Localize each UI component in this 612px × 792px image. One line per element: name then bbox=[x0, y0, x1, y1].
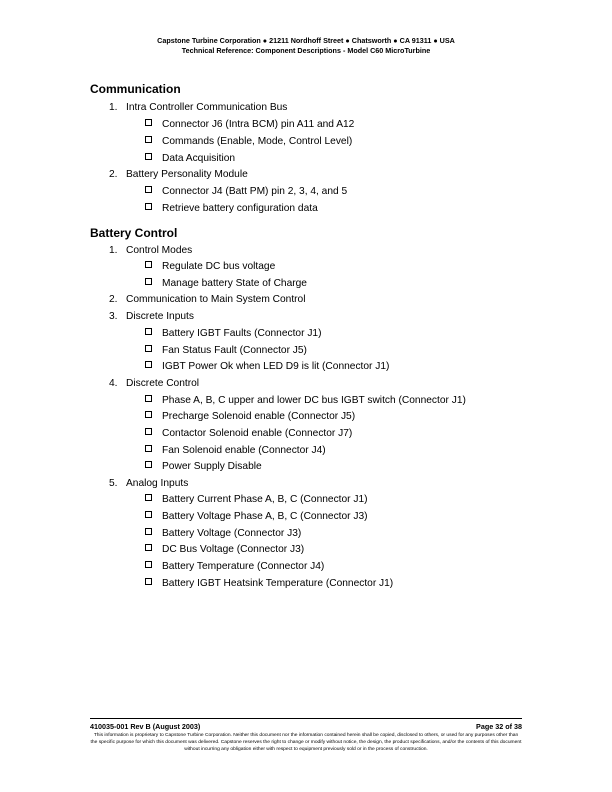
sub-list-item bbox=[145, 494, 368, 505]
sub-list-item bbox=[145, 528, 301, 539]
sub-list-item-label: Commands (Enable, Mode, Control Level) bbox=[162, 136, 353, 147]
sub-list-item bbox=[145, 186, 347, 197]
sub-list-item-label: Retrieve battery configuration data bbox=[162, 203, 318, 214]
checkbox-bullet-icon bbox=[145, 119, 152, 126]
checkbox-bullet-icon bbox=[145, 445, 152, 452]
checkbox-bullet-icon bbox=[145, 136, 152, 143]
list-number: 4. bbox=[109, 378, 118, 389]
sub-list-item bbox=[145, 561, 324, 572]
sub-list-item bbox=[145, 119, 354, 130]
sub-list-item bbox=[145, 411, 355, 422]
sub-list-item bbox=[145, 136, 352, 147]
footer-proprietary-notice: This information is proprietary to Capstone Turbine Corporation. Neither this document nor the information contained herein shall be copied, disclosed to others, or used for any purposes other than the specific purpose for which this document was delivered. Capstone reserves the right to change or modify without notice, the design, the product specifications, and/or the contents of this document without incurring any obligation either with respect to equipment previously sold or in the process of construction. bbox=[90, 733, 522, 752]
sub-list-item-label: DC Bus Voltage (Connector J3) bbox=[162, 544, 305, 555]
sub-list-item-label: Regulate DC bus voltage bbox=[162, 261, 276, 272]
checkbox-bullet-icon bbox=[145, 511, 152, 518]
sub-list-item-label: Fan Solenoid enable (Connector J4) bbox=[162, 445, 326, 456]
list-item bbox=[109, 245, 192, 256]
checkbox-bullet-icon bbox=[145, 261, 152, 268]
sub-list-item bbox=[145, 461, 262, 472]
checkbox-bullet-icon bbox=[145, 411, 152, 418]
sub-list-item-label: Battery Temperature (Connector J4) bbox=[162, 561, 325, 572]
checkbox-bullet-icon bbox=[145, 561, 152, 568]
list-item-label: Discrete Control bbox=[126, 378, 200, 389]
list-item-label: Intra Controller Communication Bus bbox=[126, 102, 288, 113]
sub-list-item-label: Data Acquisition bbox=[162, 153, 236, 164]
checkbox-bullet-icon bbox=[145, 328, 152, 335]
list-number: 1. bbox=[109, 102, 118, 113]
sub-list-item bbox=[145, 203, 318, 214]
footer-page-number: Page 32 of 38 bbox=[476, 722, 522, 731]
list-item-label: Communication to Main System Control bbox=[126, 294, 306, 305]
list-item bbox=[109, 311, 194, 322]
sub-list-item-label: Power Supply Disable bbox=[162, 461, 262, 472]
sub-list-item-label: Battery Voltage (Connector J3) bbox=[162, 528, 302, 539]
sub-list-item-label: Connector J4 (Batt PM) pin 2, 3, 4, and 5 bbox=[162, 186, 348, 197]
sub-list-item bbox=[145, 428, 352, 439]
sub-list-item bbox=[145, 153, 235, 164]
checkbox-bullet-icon bbox=[145, 395, 152, 402]
checkbox-bullet-icon bbox=[145, 578, 152, 585]
sub-list-item-label: Contactor Solenoid enable (Connector J7) bbox=[162, 428, 353, 439]
checkbox-bullet-icon bbox=[145, 186, 152, 193]
checkbox-bullet-icon bbox=[145, 345, 152, 352]
list-item bbox=[109, 478, 188, 489]
checkbox-bullet-icon bbox=[145, 461, 152, 468]
checkbox-bullet-icon bbox=[145, 203, 152, 210]
checkbox-bullet-icon bbox=[145, 278, 152, 285]
sub-list-item bbox=[145, 361, 389, 372]
sub-list-item bbox=[145, 578, 393, 589]
sub-list-item-label: Phase A, B, C upper and lower DC bus IGBT switch (Connector J1) bbox=[162, 395, 466, 406]
checkbox-bullet-icon bbox=[145, 544, 152, 551]
list-item bbox=[109, 102, 287, 113]
sub-list-item bbox=[145, 511, 368, 522]
section-title-battery-control: Battery Control bbox=[90, 226, 178, 240]
sub-list-item-label: IGBT Power Ok when LED D9 is lit (Connector J1) bbox=[162, 361, 390, 372]
checkbox-bullet-icon bbox=[145, 153, 152, 160]
checkbox-bullet-icon bbox=[145, 361, 152, 368]
sub-list-item bbox=[145, 278, 307, 289]
sub-list-item bbox=[145, 445, 326, 456]
header-title-line: Technical Reference: Component Descriptions - Model C60 MicroTurbine bbox=[181, 45, 431, 55]
page-header bbox=[0, 36, 612, 55]
sub-list-item bbox=[145, 544, 304, 555]
list-item bbox=[109, 378, 199, 389]
footer-doc-id: 410035-001 Rev B (August 2003) bbox=[90, 722, 201, 731]
footer-divider bbox=[90, 718, 522, 719]
sub-list-item bbox=[145, 328, 321, 339]
checkbox-bullet-icon bbox=[145, 428, 152, 435]
sub-list-item-label: Connector J6 (Intra BCM) pin A11 and A12 bbox=[162, 119, 355, 130]
checkbox-bullet-icon bbox=[145, 494, 152, 501]
sub-list-item-label: Fan Status Fault (Connector J5) bbox=[162, 345, 307, 356]
list-number: 5. bbox=[109, 478, 118, 489]
list-item bbox=[109, 169, 248, 180]
list-number: 1. bbox=[109, 245, 118, 256]
list-item-label: Analog Inputs bbox=[126, 478, 189, 489]
sub-list-item bbox=[145, 395, 466, 406]
list-number: 2. bbox=[109, 169, 118, 180]
sub-list-item-label: Battery IGBT Heatsink Temperature (Connector J1) bbox=[162, 578, 394, 589]
list-number: 3. bbox=[109, 311, 118, 322]
sub-list-item bbox=[145, 345, 307, 356]
list-number: 2. bbox=[109, 294, 118, 305]
list-item-label: Control Modes bbox=[126, 245, 193, 256]
sub-list-item-label: Precharge Solenoid enable (Connector J5) bbox=[162, 411, 356, 422]
section-title-communication: Communication bbox=[90, 82, 181, 96]
sub-list-item-label: Battery Voltage Phase A, B, C (Connector J3) bbox=[162, 511, 368, 522]
sub-list-item-label: Battery IGBT Faults (Connector J1) bbox=[162, 328, 322, 339]
sub-list-item bbox=[145, 261, 275, 272]
checkbox-bullet-icon bbox=[145, 528, 152, 535]
header-company-line: Capstone Turbine Corporation ● 21211 Nordhoff Street ● Chatsworth ● CA 91311 ● USA bbox=[157, 36, 455, 45]
list-item-label: Discrete Inputs bbox=[126, 311, 194, 322]
list-item bbox=[109, 294, 305, 305]
list-item-label: Battery Personality Module bbox=[126, 169, 248, 180]
sub-list-item-label: Battery Current Phase A, B, C (Connector J1) bbox=[162, 494, 368, 505]
sub-list-item-label: Manage battery State of Charge bbox=[162, 278, 307, 289]
